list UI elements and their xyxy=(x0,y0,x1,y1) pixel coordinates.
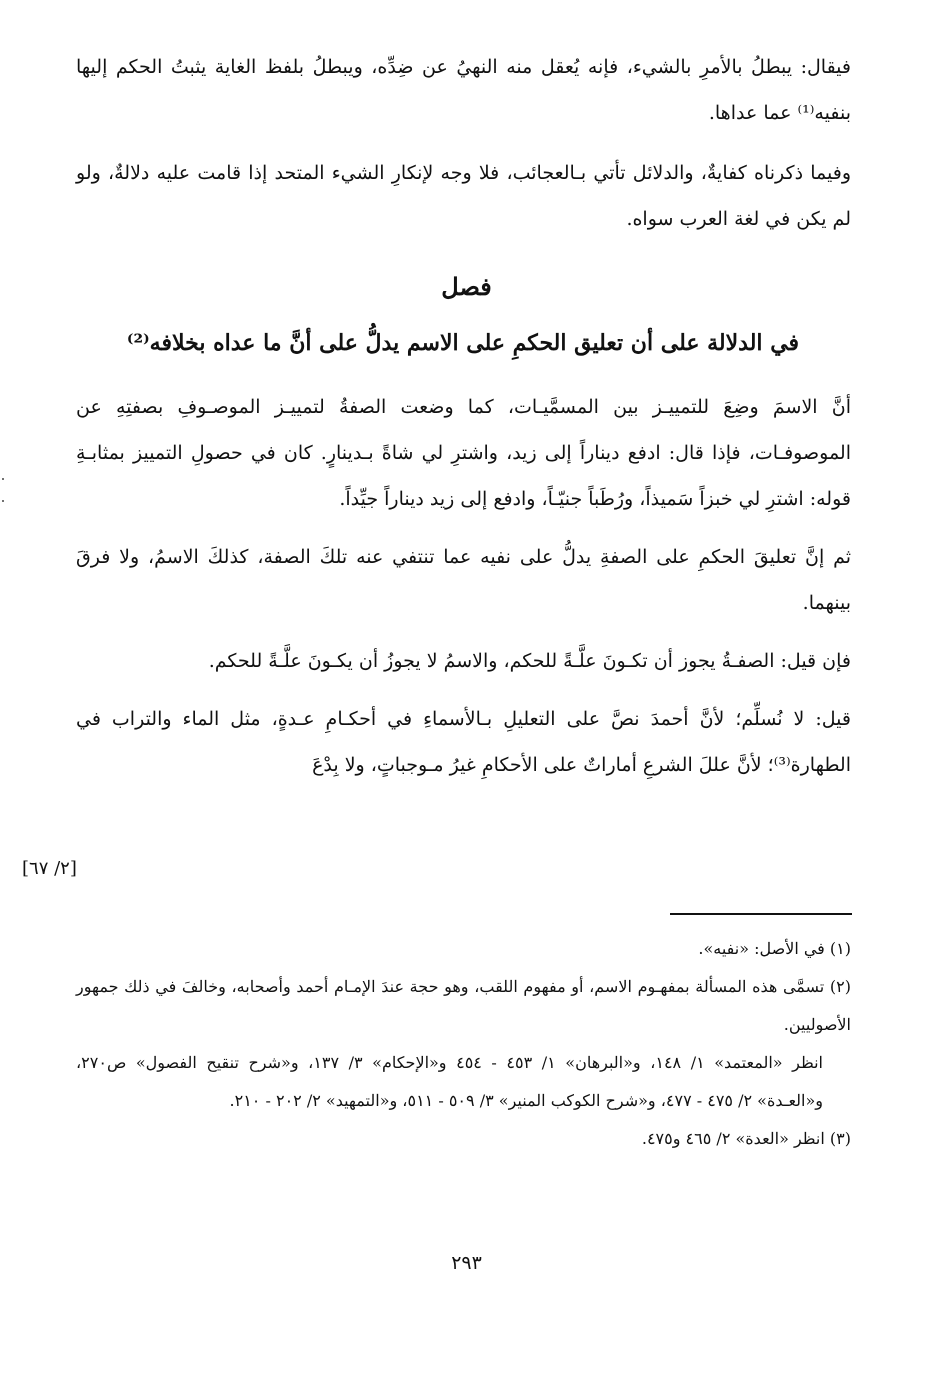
footnote-continuation: انظر «المعتمد» ١/ ١٤٨، و«البرهان» ١/ ٤٥٣ - ٤٥٤ و«الإحكام» ٣/ ١٣٧، و«شرح تنقيح الفصول» ص٢٧٠، و«العـدة» ٢/ ٤٧٥ - ٤٧٧، و«شرح الكوكب المنير» ٣/ ٥٠٩ - ٥١١، و«التمهيد» ٢/ ٢٠٢ - ٢١٠. xyxy=(76,1053,823,1110)
paragraph: قيل: لا نُسلِّم؛ لأنَّ أحمدَ نصَّ على التعليلِ بـالأسماءِ في أحكـامِ عـدةٍ، مثل الماء والتراب في الطهارة⁽³⁾؛ لأنَّ عللَ الشرعِ أماراتٌ على الأحكامِ غيرُ مـوجباتٍ، ولا بِدْعَ xyxy=(76,708,851,776)
main-text-block xyxy=(76,384,851,788)
paragraph: فيقال: يبطلُ بالأمرِ بالشيء، فإنه يُعقل منه النهيُ عن ضِدِّه، ويبطلُ بلفظ الغاية يثبتُ الحكم إليها بنفيه⁽¹⁾ عما عداها. xyxy=(76,56,851,124)
paragraph: ثم إنَّ تعليقَ الحكمِ على الصفةِ يدلُّ على نفيه عما تنتفي عنه تلكَ الصفة، كذلكَ الاسمُ، ولا فرقَ بينهما. xyxy=(76,546,851,614)
paragraph: فإن قيل: الصفـةُ يجوز أن تكـونَ علَّـةً للحكم، والاسمُ لا يجوزُ أن يكـونَ علَّـةً للحكم. xyxy=(208,650,851,672)
margin-page-reference: [٢/ ٦٧] xyxy=(22,858,77,879)
page-number: ٢٩٣ xyxy=(451,1252,482,1274)
footnote: (٢) تسمَّى هذه المسألة بمفهـوم الاسم، أو مفهوم اللقب، وهو حجة عندَ الإمـام أحمد وأصحابه، وخالفَ في ذلك جمهور الأصوليين. xyxy=(76,977,851,1034)
footnote: (٣) انظر «العدة» ٢/ ٤٦٥ و٤٧٥. xyxy=(641,1129,851,1148)
footnote: (١) في الأصل: «نفيه». xyxy=(698,939,851,958)
paragraph: أنَّ الاسمَ وضِعَ للتمييـز بين المسمَّيـات، كما وضعت الصفةُ لتمييـز الموصـوفِ بصفتِهِ عن الموصوفـات، فإذا قال: ادفع ديناراً إلى زيد، واشترِ لي شاةً بـدينارٍ. كان في حصولِ التمييز بمثابـةِ قوله: اشترِ لي خبزاً سَميذاً، ورُطَباً جنيّـاً، وادفع إلى زيد ديناراً جيِّداً. xyxy=(76,396,851,510)
section-subtitle: في الدلالة على أن تعليق الحكمِ على الاسم يدلُّ على أنَّ ما عداه بخلافه⁽²⁾ xyxy=(126,330,800,356)
footnote-separator xyxy=(670,913,852,915)
scan-speck xyxy=(2,500,4,502)
top-text-block xyxy=(76,44,851,242)
footnotes xyxy=(76,930,851,1158)
paragraph: وفيما ذكرناه كفايةٌ، والدلائل تأتي بـالعجائب، فلا وجه لإنكارِ الشيء المتحد إذا قامت عليه دلالةٌ، ولو لم يكن في لغة العرب سواه. xyxy=(76,162,851,230)
section-title: فصل xyxy=(441,272,492,301)
scan-speck xyxy=(2,478,4,480)
